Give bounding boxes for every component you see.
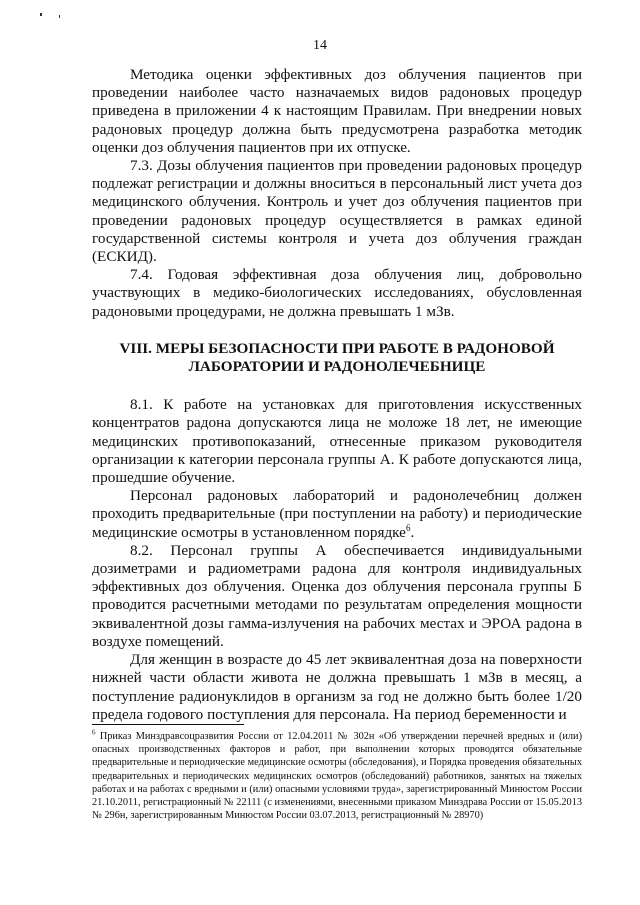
footnote-text — [92, 730, 582, 822]
page-number: 14 — [313, 38, 327, 53]
paragraph-end: . — [410, 523, 415, 541]
paragraph: Методика оценки эффективных доз облучения пациентов при проведении наиболее часто назначаемых видов радоновых процедур приведена в приложении 4 к настоящим Правилам. При внедрении новых радоновых процедур должна быть предусмотрена разработка методик оценки доз облучения пациентов при их отпуске. — [92, 66, 582, 156]
footnote-divider — [92, 724, 244, 725]
paragraph: 8.1. К работе на установках для приготовления искусственных концентратов радона допускаются лица не моложе 18 лет, не имеющие медицинских противопоказаний, отнесенные приказом руководителя организации к категории персонала группы А. К работе допускаются лица, прошедшие обучение. — [92, 396, 582, 487]
paragraph: 7.3. Дозы облучения пациентов при проведении радоновых процедур подлежат регистрации и должны вноситься в персональный лист учета доз медицинского облучения. Контроль и учет доз облучения пациентов при проведении радоновых процедур осуществляется в рамках единой государственной системы контроля и учета доз облучения граждан (ЕСКИД). — [92, 157, 582, 266]
document-body — [92, 66, 582, 724]
footnote — [92, 730, 582, 822]
footnote-body: Приказ Минздравсоцразвития России от 12.04.2011 № 302н «Об утверждении перечней вредных и (или) опасных производственных факторов и работ, при выполнении которых проводятся обязательные предварительные и периодические медицинские осмотры (обследования), и Порядка проведения обязательных предварительных и периодических медицинских осмотров (обследований) работников, занятых на тяжелых работах и на работах с вредными и (или) опасными условиями труда», зарегистрированный Минюстом России 21.10.2011, регистрационный № 22111 (с изменениями, внесенными приказом Минздрава России от 15.05.2013 № 296н, зарегистрированным Минюстом России 03.07.2013, регистрационный № 28970) — [92, 731, 582, 822]
footnote-marker: 6 — [92, 728, 96, 737]
scan-speck — [40, 13, 42, 16]
paragraph — [92, 487, 582, 542]
paragraph: Для женщин в возрасте до 45 лет эквивалентная доза на поверхности нижней части области живота не должна превышать 1 мЗв в месяц, а поступление радионуклидов в организм за год не должно быть более 1/20 предела годового поступления для персонала. На период беременности и — [92, 651, 582, 723]
footnote-reference: 6 — [405, 522, 411, 533]
paragraph: 8.2. Персонал группы А обеспечивается индивидуальными дозиметрами и радиометрами радона для контроля индивидуальных эффективных доз облучения. Оценка доз облучения персонала группы Б проводится расчетными методами по результатам определения мощности эквивалентной дозы гамма-излучения на рабочих местах и ЭРОА радона в воздухе помещений. — [92, 541, 582, 650]
paragraph-text: Персонал радоновых лабораторий и радонолечебниц должен проходить предварительные (при поступлении на работу) и периодические медицинские осмотры в установленном порядке — [92, 487, 582, 541]
paragraph: 7.4. Годовая эффективная доза облучения лиц, добровольно участвующих в медико-биологических исследованиях, обусловленная радоновыми процедурами, не должна превышать 1 мЗв. — [92, 266, 582, 320]
scan-speck — [59, 15, 60, 18]
section-heading: VIII. МЕРЫ БЕЗОПАСНОСТИ ПРИ РАБОТЕ В РАДОНОВОЙ ЛАБОРАТОРИИ И РАДОНОЛЕЧЕБНИЦЕ — [119, 339, 555, 376]
